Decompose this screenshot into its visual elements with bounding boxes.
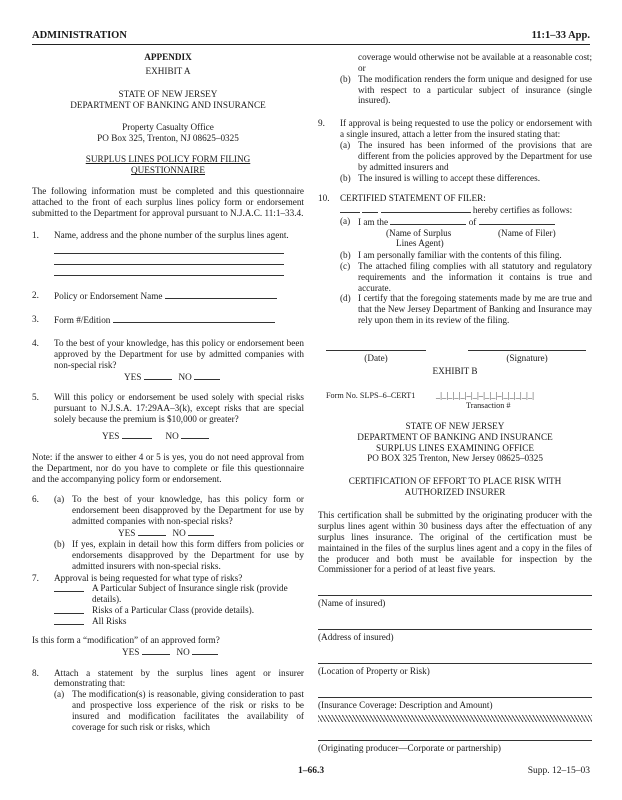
department-name: DEPARTMENT OF BANKING AND INSURANCE (70, 99, 266, 110)
exhibit-b-state: STATE OF NEW JERSEY (405, 420, 505, 431)
filer-field[interactable] (479, 216, 555, 225)
intro-paragraph: The following information must be completed and this questionnaire attached to the front of each surplus lines policy form or endorsement submitted to the Department for approval pursuant to N.J.A.C. 11:1–33.4. (32, 185, 304, 218)
date-signature-row (318, 350, 592, 372)
office-address: PO Box 325, Trenton, NJ 08625–0325 (97, 133, 239, 144)
question-8a-continued: coverage would otherwise not be available at a reasonable cost; or (358, 52, 592, 73)
exhibit-b-heading: EXHIBIT B (432, 366, 478, 377)
name-of-insured-field[interactable]: (Name of insured) (318, 595, 592, 609)
appendix-heading: APPENDIX (144, 52, 192, 62)
name-of-filer-label: (Name of Filer) (498, 228, 556, 239)
question-4-text: To the best of your knowledge, has this policy or endorsement been approved by the Department for use by admitted companies with non-special risk? (54, 338, 304, 370)
right-column (318, 52, 592, 754)
exhibit-b-office: SURPLUS LINES EXAMINING OFFICE (376, 442, 534, 453)
name-of-surplus-label: (Name of Surplus (386, 228, 452, 239)
note-paragraph: Note: if the answer to either 4 or 5 is yes, you do not need approval from the Department, nor do you have to complete or file this questionnaire and the accompanying policy form or endorsement. (32, 451, 304, 484)
no-field[interactable] (188, 527, 214, 536)
exhibit-b-department: DEPARTMENT OF BANKING AND INSURANCE (357, 431, 553, 442)
no-field[interactable] (194, 371, 220, 380)
form-number: Form No. SLPS–6–CERT1 (326, 390, 416, 400)
question-10b: (b) I am personally familiar with the contents of this filing. (340, 250, 562, 261)
question-5-text: Will this policy or endorsement be used solely with special risks pursuant to N.J.S.A. 17:29AA–3(k), except risks that are special solely because the premium is $10,000 or greater? (54, 392, 304, 425)
no-field[interactable] (181, 430, 209, 439)
question-6b: (b) If yes, explain in detail how this form differs from policies or endorsements disapproved by the Department for use by admitted insurers with non-special risks. (54, 538, 304, 571)
policy-name-field[interactable] (165, 290, 277, 299)
supplement-date: Supp. 12–15–03 (527, 766, 590, 776)
office-name: Property Casualty Office (122, 122, 214, 133)
form-number-row (318, 391, 592, 413)
question-10c: (c) The attached filing complies with all statutory and regulatory requirements and the information it contains is true and accurate. (340, 260, 592, 293)
question-8: 8. Attach a statement by the surplus lines agent or insurer demonstrating that: (a) The modification(s) is reasonable, giving consideration to past and prospective loss experience of the risk or risks to be insured and modification facilitates the availability of coverage for such risk or risks, which (32, 667, 304, 732)
modification-question: Is this form a “modification” of an approved form? (32, 634, 220, 645)
yes-no-row: YES NO (54, 371, 304, 383)
question-5: 5. Will this policy or endorsement be used solely with special risks pursuant to N.J.S.A. 17:29AA–3(k), except risks that are special solely because the premium is $10,000 or greater? YES NO (32, 392, 304, 442)
question-6: 6. (a) To the best of your knowledge, has this policy form or endorsement been disapproved by the Department for use by admitted companies with non-special risks? YES NO (b) If yes, explain in detail how this form differs from policies or endorsements disapproved by the Department for use by admitted insurers with non-special risks. (32, 494, 304, 571)
exhibit-b-address: PO BOX 325 Trenton, New Jersey 08625–0325 (367, 453, 543, 464)
location-field[interactable]: (Location of Property or Risk) (318, 663, 592, 677)
yes-no-row: YES NO (32, 646, 304, 658)
page-number: 1–66.3 (297, 766, 325, 776)
header-section: 11:1–33 App. (531, 30, 590, 41)
yes-field[interactable] (144, 371, 172, 380)
question-9: 9. If approval is being requested to use the policy or endorsement with a single insured, attach a letter from the insured stating that: (a) The insured has been informed of the provisions that are different from the policies approved by the Department for use by admitted insurers and (b) The insured is willing to accept these differences. (318, 118, 592, 183)
question-3: 3. Form #/Edition (32, 314, 304, 326)
question-4: 4. To the best of your knowledge, has this policy or endorsement been approved by the Department for use by admitted companies with non-special risk? YES NO (32, 338, 304, 382)
question-8b: (b) The modification renders the form unique and designed for use with respect to a particular subject of insurance (single insured). (340, 73, 592, 106)
question-8a: (a) The modification(s) is reasonable, giving consideration to past and prospective loss experience of the risk or risks to be insured and modification facilitates the availability of coverage for such risk or risks, which (54, 689, 304, 732)
question-1: 1. Name, address and the phone number of the surplus lines agent. (32, 230, 304, 276)
signature-field[interactable]: (Signature) (468, 350, 586, 364)
form-edition-field[interactable] (113, 314, 275, 323)
risk-option-3[interactable]: All Risks (54, 616, 304, 627)
certification-title-line2: AUTHORIZED INSURER (404, 487, 506, 498)
certified-statement-heading: CERTIFIED STATEMENT OF FILER: (340, 193, 486, 204)
yes-no-row: YES NO (72, 527, 304, 539)
form-title-line1: SURPLUS LINES POLICY FORM FILING (85, 154, 251, 165)
hatched-line (318, 715, 592, 722)
risk-option-1[interactable]: A Particular Subject of Insurance single risk (provide details). (54, 583, 304, 605)
filer-name-field[interactable] (381, 204, 471, 213)
question-2-text: Policy or Endorsement Name (54, 291, 163, 302)
question-10: 10. CERTIFIED STATEMENT OF FILER: hereby certifies as follows: (a) I am the of (Name of Surplus Lines Agent) (Name of Filer) (b) I am personally familiar with the contents of this filing. (c) The attached filing complies with all statutory and regulatory requirements and the information it contains is true and accurate. (d) I certify that the foregoing statements made by me are true and that the New Jersey Department of Banking and Insurance may rely upon them in its review of the filing. (318, 193, 592, 326)
running-header (32, 30, 590, 45)
exhibit-a-heading: EXHIBIT A (145, 65, 191, 76)
no-field[interactable] (192, 646, 218, 655)
certification-body: This certification shall be submitted by the originating producer with the surplus lines agent within 30 business days after the effectuation of any surplus lines insurance. The original of the certification must be maintained in the files of the surplus lines agent and a copy in the files of the producer and both must be available for inspection by the Commissioner for a period of at least five years. (318, 510, 592, 575)
state-name: STATE OF NEW JERSEY (118, 88, 218, 99)
originating-producer-field[interactable]: (Originating producer—Corporate or partnership) (318, 740, 592, 754)
left-column (32, 52, 304, 733)
question-3-text: Form #/Edition (54, 315, 111, 326)
insurance-coverage-field[interactable]: (Insurance Coverage: Description and Amount) (318, 697, 592, 722)
yes-field[interactable] (142, 646, 170, 655)
answer-line[interactable] (54, 254, 284, 265)
risk-option-2[interactable]: Risks of a Particular Class (provide details). (54, 605, 304, 616)
question-9b: (b) The insured is willing to accept these differences. (340, 172, 540, 183)
question-1-text: Name, address and the phone number of the surplus lines agent. (54, 230, 289, 241)
address-of-insured-field[interactable]: (Address of insured) (318, 629, 592, 643)
yes-field[interactable] (122, 430, 152, 439)
transaction-label: Transaction # (466, 400, 511, 410)
question-10d: (d) I certify that the foregoing statements made by me are true and that the New Jersey Department of Banking and Insurance may rely upon them in its review of the filing. (340, 293, 592, 326)
answer-line[interactable] (54, 265, 284, 276)
question-2: 2. Policy or Endorsement Name (32, 290, 304, 302)
certifier-line: hereby certifies as follows: (340, 204, 592, 216)
certification-title-line1: CERTIFICATION OF EFFORT TO PLACE RISK WITH (348, 476, 562, 487)
date-field[interactable]: (Date) (326, 350, 426, 364)
question-9a: (a) The insured has been informed of the provisions that are different from the policies approved by the Department for use by admitted insurers and (340, 140, 592, 172)
form-title-line2: QUESTIONNAIRE (130, 165, 205, 176)
question-6a: (a) To the best of your knowledge, has this policy form or endorsement been disapproved by the Department for use by admitted companies with non-special risks? YES NO (54, 494, 304, 539)
agent-name-field[interactable] (390, 216, 466, 225)
page-footer (32, 766, 590, 778)
lines-agent-label: Lines Agent) (396, 238, 444, 249)
question-7: 7. Approval is being requested for what type of risks? A Particular Subject of Insurance single risk (provide details). Risks of a Particular Class (provide details). All Risks (32, 573, 304, 627)
answer-line[interactable] (54, 243, 284, 254)
header-title: ADMINISTRATION (32, 30, 127, 41)
yes-field[interactable] (138, 527, 166, 536)
question-10a: (a) I am the of (Name of Surplus Lines Agent) (Name of Filer) (340, 216, 556, 249)
yes-no-row: YES NO (54, 430, 304, 442)
transaction-number-field[interactable]: _|_|_|_|_|–|_|–|_|_|–|_|_|_|_|_| (436, 390, 535, 400)
